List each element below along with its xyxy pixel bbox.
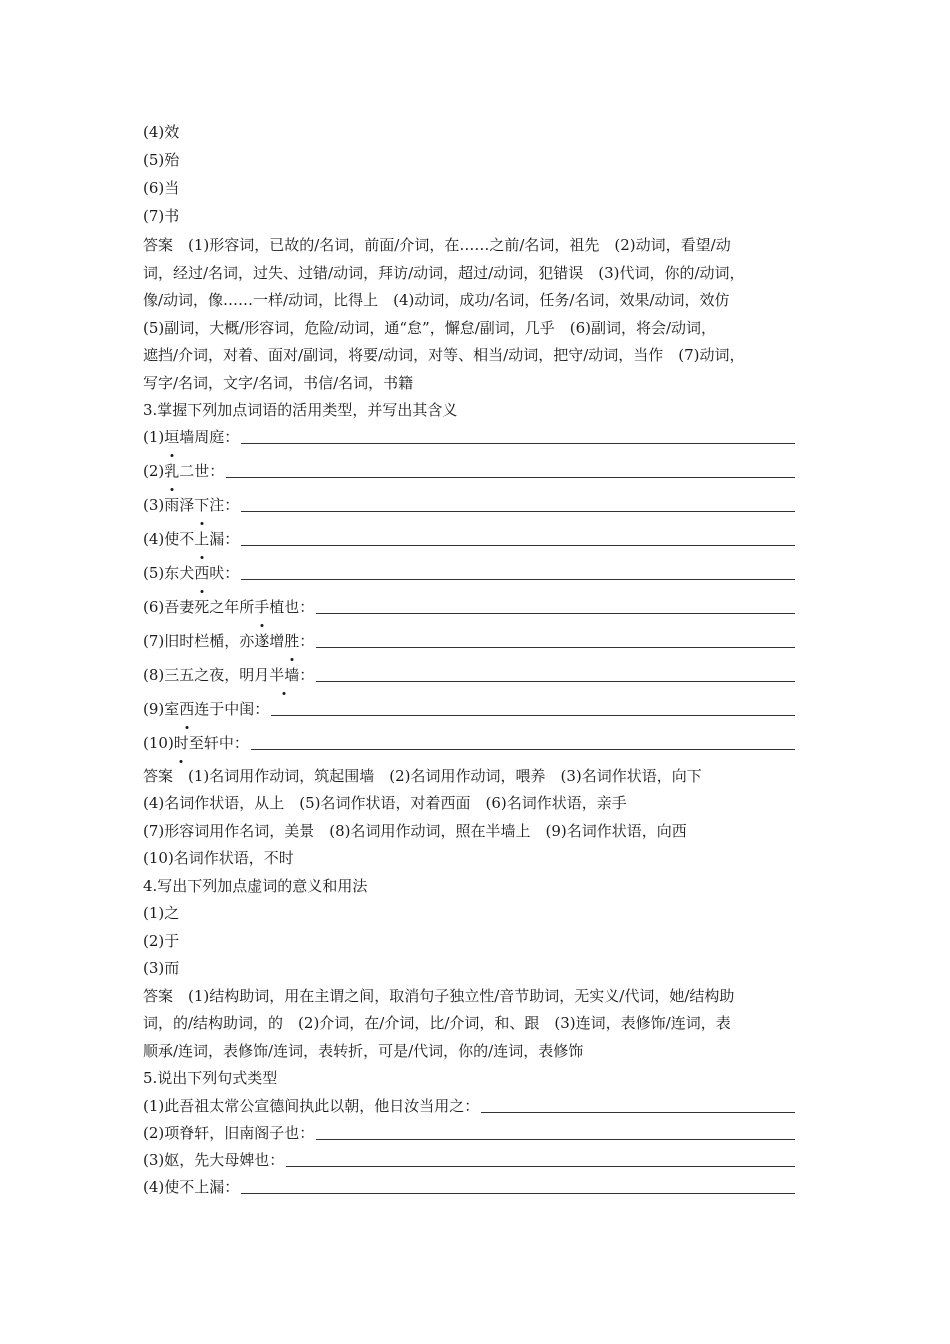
fill-item — [143, 420, 823, 454]
answer-blank[interactable] — [316, 681, 795, 682]
answer-blank[interactable] — [286, 1166, 795, 1167]
answer-blank[interactable] — [241, 1193, 795, 1194]
fill-item — [143, 522, 823, 556]
list-item: (2)于 — [143, 931, 180, 950]
answer-line: 答案 (1)名词用作动词，筑起围墙 (2)名词用作动词，喂养 (3)名词作状语，向下 — [143, 766, 702, 785]
item-prompt: (1)此吾祖太常公宣德间执此以朝，他日汝当用之： — [143, 1096, 480, 1115]
answer-line: 遮挡/介词，对着、面对/副词，将要/动词，对等、相当/动词，把守/动词，当作 (7)动词， — [143, 346, 745, 364]
item-prompt: (2)项脊轩，旧南阁子也： — [143, 1123, 315, 1142]
answer-line: (7)形容词用作名词，美景 (8)名词用作动词，照在半墙上 (9)名词作状语，向西 — [143, 821, 687, 840]
fill-item — [143, 692, 823, 726]
fill-item — [143, 590, 823, 624]
list-item: (5)殆 — [143, 151, 180, 169]
item-prompt: (10)时至轩中： — [143, 726, 249, 760]
answer-line: 写字/名词，文字/名词，书信/名词，书籍 — [143, 373, 414, 392]
emphasis-dot: 时 — [174, 726, 189, 760]
fill-item — [143, 1147, 823, 1174]
emphasis-dot: 手 — [254, 590, 269, 624]
fill-item — [143, 556, 823, 590]
item-prompt: (7)旧时栏楯，亦遂增胜： — [143, 624, 314, 658]
question-5-items — [143, 1093, 823, 1201]
emphasis-dot: 胜 — [284, 624, 299, 658]
emphasis-dot: 下 — [194, 488, 209, 522]
answer-blank[interactable] — [251, 749, 795, 750]
answer-blank[interactable] — [241, 545, 795, 546]
item-prompt: (6)吾妻死之年所手植也： — [143, 590, 314, 624]
answer-line: 像/动词，像……一样/动词，比得上 (4)动词，成功/名词，任务/名词，效果/动词，效仿 — [143, 291, 730, 309]
question-3-title: 3.掌握下列加点词语的活用类型，并写出其含义 — [143, 401, 458, 419]
emphasis-dot: 西 — [179, 692, 194, 726]
item-prompt: (4)使不上漏： — [143, 522, 239, 556]
emphasis-dot: 乳 — [164, 454, 179, 488]
fill-item — [143, 624, 823, 658]
fill-item — [143, 726, 823, 760]
list-item: (7)书 — [143, 207, 180, 225]
answer-line: 词，的/结构助词，的 (2)介词，在/介词，比/介词，和、跟 (3)连词，表修饰/连词，表 — [143, 1014, 731, 1032]
section2-items — [143, 118, 823, 230]
answer-blank[interactable] — [226, 477, 795, 478]
fill-item — [143, 1093, 823, 1120]
question-5-title: 5.说出下列句式类型 — [143, 1069, 278, 1087]
fill-item — [143, 1120, 823, 1147]
answer-blank[interactable] — [241, 443, 795, 444]
answer-line: (5)副词，大概/形容词，危险/动词，通“怠”，懈怠/副词，几乎 (6)副词，将会/动词， — [143, 318, 717, 337]
answer-line: 答案 (1)形容词，已故的/名词，前面/介词，在……之前/名词，祖先 (2)动词，看望/动 — [143, 236, 731, 254]
list-item: (3)而 — [143, 959, 180, 977]
emphasis-dot: 垣 — [164, 420, 179, 454]
answer-blank[interactable] — [316, 647, 795, 648]
answer-line: 顺承/连词，表修饰/连词，表转折，可是/代词，你的/连词，表修饰 — [143, 1041, 584, 1060]
answer-blank[interactable] — [481, 1112, 795, 1113]
answer-line: (10)名词作状语，不时 — [143, 849, 294, 867]
fill-item — [143, 1174, 823, 1201]
item-prompt: (8)三五之夜，明月半墙： — [143, 658, 314, 692]
question-4-items — [143, 900, 823, 983]
answer-blank[interactable] — [241, 511, 795, 512]
answer-blank[interactable] — [316, 1139, 795, 1140]
item-prompt: (9)室西连于中闺： — [143, 692, 269, 726]
answer-blank[interactable] — [316, 613, 795, 614]
item-prompt: (5)东犬西吠： — [143, 556, 239, 590]
item-prompt: (1)垣墙周庭： — [143, 420, 239, 454]
answer-block-3 — [143, 763, 823, 873]
answer-blank[interactable] — [271, 715, 795, 716]
item-prompt: (4)使不上漏： — [143, 1177, 240, 1196]
emphasis-dot: 半墙 — [269, 658, 299, 692]
list-item: (1)之 — [143, 904, 180, 922]
emphasis-dot: 上 — [194, 522, 209, 556]
fill-item — [143, 454, 823, 488]
item-prompt: (2)乳二世： — [143, 454, 224, 488]
answer-line: (4)名词作状语，从上 (5)名词作状语，对着西面 (6)名词作状语，亲手 — [143, 794, 627, 812]
list-item: (6)当 — [143, 179, 180, 197]
answer-line: 词，经过/名词，过失、过错/动词，拜访/动词，超过/动词，犯错误 (3)代词，你的/动词， — [143, 263, 745, 282]
answer-block-4 — [143, 983, 823, 1066]
answer-line: 答案 (1)结构助词，用在主谓之间，取消句子独立性/音节助词，无实义/代词，她/结构助 — [143, 986, 735, 1005]
emphasis-dot: 西 — [194, 556, 209, 590]
question-4-title: 4.写出下列加点虚词的意义和用法 — [143, 876, 368, 895]
document-page — [143, 118, 823, 1201]
question-3-items — [143, 420, 823, 760]
fill-item — [143, 488, 823, 522]
list-item: (4)效 — [143, 123, 180, 141]
answer-blank[interactable] — [241, 579, 795, 580]
fill-item — [143, 658, 823, 692]
item-prompt: (3)妪，先大母婢也： — [143, 1150, 285, 1169]
answer-block-2 — [143, 232, 823, 397]
item-prompt: (3)雨泽下注： — [143, 488, 239, 522]
